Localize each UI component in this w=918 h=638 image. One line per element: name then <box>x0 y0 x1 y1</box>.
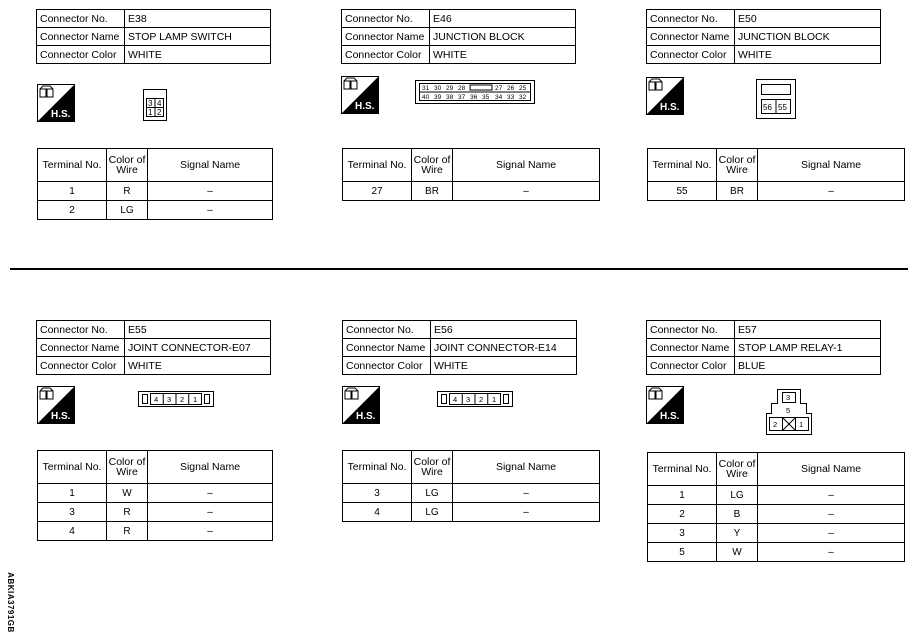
connector-no-label: Connector No. <box>342 10 430 28</box>
connector-name-value: JUNCTION BLOCK <box>735 28 881 46</box>
color-of-wire-header: Color of Wire <box>717 453 758 486</box>
signal-name-header: Signal Name <box>758 453 905 486</box>
terminal-no-header: Terminal No. <box>648 453 717 486</box>
svg-text:30: 30 <box>434 85 442 92</box>
svg-text:1: 1 <box>193 395 198 404</box>
color-of-wire-header: Color of Wire <box>107 451 148 484</box>
connector-E38-info <box>36 9 271 64</box>
svg-text:26: 26 <box>507 85 515 92</box>
svg-text:2: 2 <box>773 420 778 429</box>
connector-E50-info <box>646 9 881 64</box>
connector-name-label: Connector Name <box>647 339 735 357</box>
connector-name-label: Connector Name <box>342 28 430 46</box>
connector-no-label: Connector No. <box>37 321 125 339</box>
terminal-no-header: Terminal No. <box>648 149 717 182</box>
svg-text:56: 56 <box>763 103 772 112</box>
svg-text:H.S.: H.S. <box>660 102 680 113</box>
section-divider <box>10 268 908 270</box>
svg-text:5: 5 <box>786 406 791 415</box>
table-row: 1 W – <box>38 484 273 503</box>
pin-label: 4 <box>157 99 162 108</box>
terminal-no-header: Terminal No. <box>38 451 107 484</box>
connector-color-value: BLUE <box>735 357 881 375</box>
svg-text:H.S.: H.S. <box>660 411 680 422</box>
svg-text:1: 1 <box>492 395 497 404</box>
svg-text:3: 3 <box>167 395 172 404</box>
connector-no-value: E38 <box>125 10 271 28</box>
svg-text:38: 38 <box>446 94 454 101</box>
table-row: 4 R – <box>38 522 273 541</box>
connector-E46-info <box>341 9 576 64</box>
drawing-code: ABKIA3791GB <box>5 572 15 633</box>
color-of-wire-header: Color of Wire <box>717 149 758 182</box>
terminal-no-header: Terminal No. <box>343 149 412 182</box>
terminal-no-header: Terminal No. <box>38 149 107 182</box>
connector-E46-face-icon <box>415 80 535 104</box>
connector-no-value: E56 <box>431 321 577 339</box>
connector-no-value: E46 <box>430 10 576 28</box>
connector-color-value: WHITE <box>430 46 576 64</box>
signal-name-header: Signal Name <box>453 451 600 484</box>
svg-text:37: 37 <box>458 94 466 101</box>
connector-no-label: Connector No. <box>647 10 735 28</box>
connector-name-value: JUNCTION BLOCK <box>430 28 576 46</box>
connector-E57-face-icon <box>764 389 814 435</box>
svg-text:27: 27 <box>495 85 503 92</box>
svg-text:33: 33 <box>507 94 515 101</box>
connector-E55-info <box>36 320 271 375</box>
connector-color-value: WHITE <box>125 357 271 375</box>
connector-color-label: Connector Color <box>647 46 735 64</box>
connector-color-value: WHITE <box>125 46 271 64</box>
connector-name-label: Connector Name <box>647 28 735 46</box>
table-row: 27 BR – <box>343 182 600 201</box>
signal-name-header: Signal Name <box>758 149 905 182</box>
connector-no-label: Connector No. <box>647 321 735 339</box>
connector-E50-terminal-table <box>647 148 905 201</box>
pin-label: 3 <box>148 99 153 108</box>
table-row: 2 LG – <box>38 201 273 220</box>
svg-text:1: 1 <box>799 420 804 429</box>
connector-name-value: JOINT CONNECTOR-E07 <box>125 339 271 357</box>
table-row: 2 B – <box>648 505 905 524</box>
connector-no-value: E50 <box>735 10 881 28</box>
connector-color-label: Connector Color <box>37 46 125 64</box>
svg-text:35: 35 <box>482 94 490 101</box>
table-row: 4 LG – <box>343 503 600 522</box>
hs-icon <box>37 386 75 424</box>
table-row: 1 R – <box>38 182 273 201</box>
svg-text:25: 25 <box>519 85 527 92</box>
table-row: 3 Y – <box>648 524 905 543</box>
svg-text:28: 28 <box>458 85 466 92</box>
color-of-wire-header: Color of Wire <box>412 149 453 182</box>
color-of-wire-header: Color of Wire <box>107 149 148 182</box>
hs-label: H.S. <box>51 109 71 120</box>
connector-E56-face-icon <box>437 391 513 407</box>
hs-icon <box>646 386 684 424</box>
connector-E55-terminal-table <box>37 450 273 541</box>
connector-no-value: E55 <box>125 321 271 339</box>
svg-text:4: 4 <box>453 395 458 404</box>
connector-E55-face-icon <box>138 391 214 407</box>
svg-text:55: 55 <box>778 103 787 112</box>
svg-text:32: 32 <box>519 94 527 101</box>
pin-label: 1 <box>148 108 153 117</box>
svg-text:3: 3 <box>786 393 791 402</box>
connector-color-label: Connector Color <box>342 46 430 64</box>
signal-name-header: Signal Name <box>148 149 273 182</box>
connector-name-value: JOINT CONNECTOR-E14 <box>431 339 577 357</box>
table-row: 3 LG – <box>343 484 600 503</box>
connector-E57-terminal-table <box>647 452 905 562</box>
connector-no-label: Connector No. <box>343 321 431 339</box>
connector-color-value: WHITE <box>431 357 577 375</box>
connector-name-label: Connector Name <box>37 339 125 357</box>
svg-text:39: 39 <box>434 94 442 101</box>
connector-E38-face-icon <box>143 89 167 121</box>
connector-color-label: Connector Color <box>647 357 735 375</box>
svg-text:2: 2 <box>180 395 185 404</box>
signal-name-header: Signal Name <box>148 451 273 484</box>
svg-text:34: 34 <box>495 94 503 101</box>
svg-text:H.S.: H.S. <box>356 411 376 422</box>
svg-text:4: 4 <box>154 395 159 404</box>
hs-icon <box>341 76 379 114</box>
svg-text:31: 31 <box>422 85 430 92</box>
connector-E38-terminal-table <box>37 148 273 220</box>
table-row: 3 R – <box>38 503 273 522</box>
connector-E56-info <box>342 320 577 375</box>
connector-E57-info <box>646 320 881 375</box>
connector-color-value: WHITE <box>735 46 881 64</box>
connector-name-value: STOP LAMP RELAY-1 <box>735 339 881 357</box>
signal-name-header: Signal Name <box>453 149 600 182</box>
connector-name-label: Connector Name <box>343 339 431 357</box>
connector-E46-terminal-table <box>342 148 600 201</box>
connector-color-label: Connector Color <box>343 357 431 375</box>
svg-text:40: 40 <box>422 94 430 101</box>
table-row: 55 BR – <box>648 182 905 201</box>
hs-icon <box>342 386 380 424</box>
connector-no-value: E57 <box>735 321 881 339</box>
svg-text:29: 29 <box>446 85 454 92</box>
connector-E50-face-icon <box>756 79 796 119</box>
hs-icon <box>646 77 684 115</box>
hs-icon <box>37 84 75 122</box>
connector-E56-terminal-table <box>342 450 600 522</box>
color-of-wire-header: Color of Wire <box>412 451 453 484</box>
table-row: 1 LG – <box>648 486 905 505</box>
terminal-no-header: Terminal No. <box>343 451 412 484</box>
connector-color-label: Connector Color <box>37 357 125 375</box>
connector-name-label: Connector Name <box>37 28 125 46</box>
connector-no-label: Connector No. <box>37 10 125 28</box>
pin-label: 2 <box>157 108 162 117</box>
svg-text:36: 36 <box>470 94 478 101</box>
svg-text:H.S.: H.S. <box>355 101 375 112</box>
svg-text:H.S.: H.S. <box>51 411 71 422</box>
svg-text:2: 2 <box>479 395 484 404</box>
table-row: 5 W – <box>648 543 905 562</box>
connector-name-value: STOP LAMP SWITCH <box>125 28 271 46</box>
svg-text:3: 3 <box>466 395 471 404</box>
